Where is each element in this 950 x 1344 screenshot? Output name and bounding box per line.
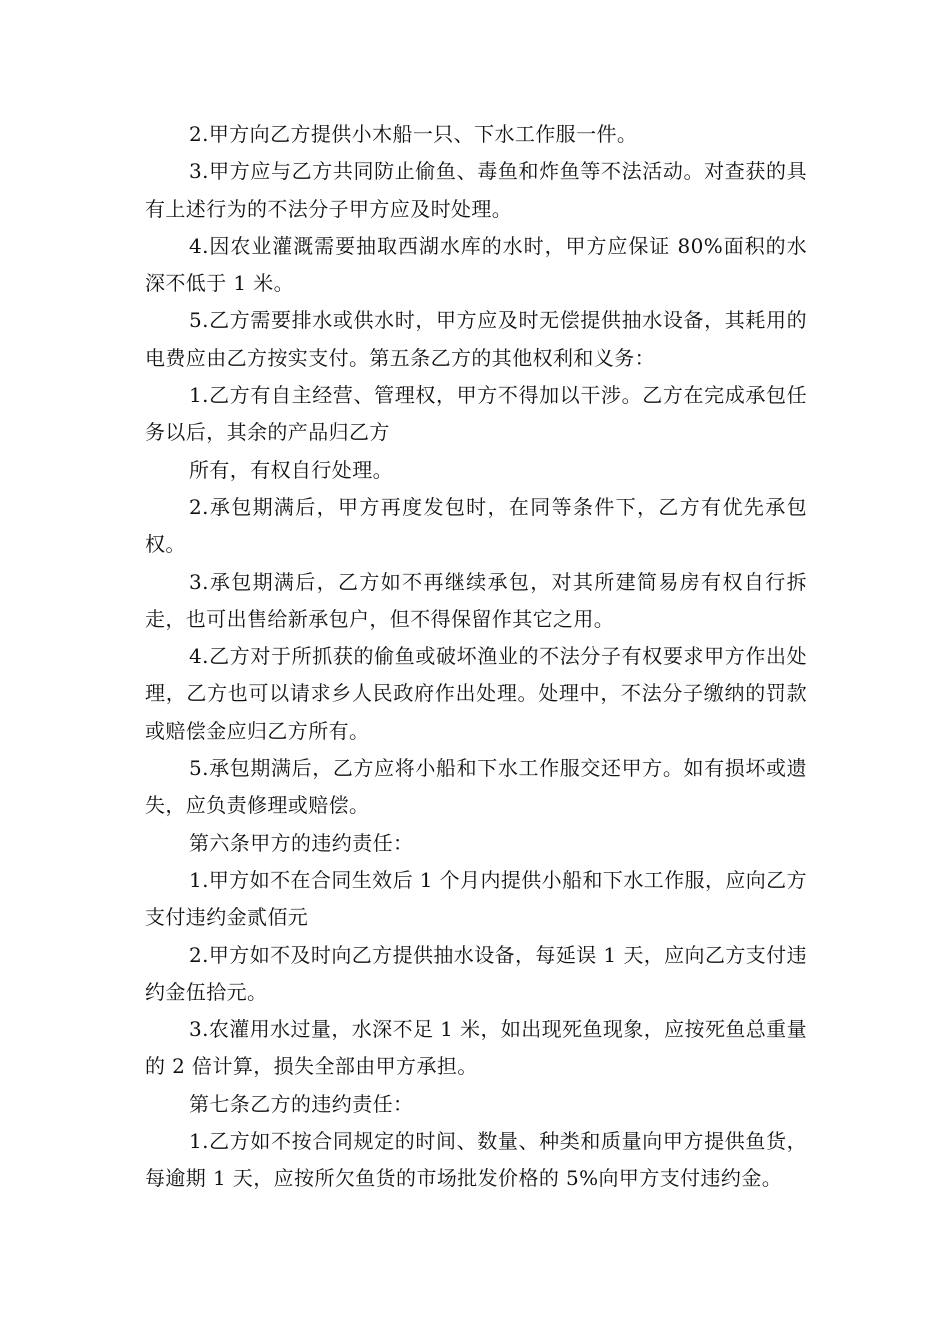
paragraph-clause-6-1: 1.甲方如不在合同生效后 1 个月内提供小船和下水工作服，应向乙方支付违约金贰佰元 [145, 867, 807, 930]
paragraph-clause-4-5: 5.乙方需要排水或供水时，甲方应及时无偿提供抽水设备，其耗用的电费应由乙方按实支付。第五条乙方的其他权利和义务： [145, 308, 807, 370]
paragraph-clause-4-2: 2.甲方向乙方提供小木船一只、下水工作服一件。 [189, 122, 638, 146]
paragraph-clause-5-1-continued: 所有，有权自行处理。 [189, 457, 393, 482]
section-heading-article-7: 第七条乙方的违约责任： [189, 1091, 414, 1116]
section-heading-article-6: 第六条甲方的违约责任： [189, 830, 414, 855]
paragraph-clause-4-4: 4.因农业灌溉需要抽取西湖水库的水时，甲方应保证 80%面积的水深不低于 1 米。 [145, 233, 807, 296]
paragraph-clause-5-4: 4.乙方对于所抓获的偷鱼或破坏渔业的不法分子有权要求甲方作出处理，乙方也可以请求乡人民政府作出处理。处理中，不法分子缴纳的罚款或赔偿金应归乙方所有。 [145, 644, 807, 743]
paragraph-clause-5-3: 3.承包期满后，乙方如不再继续承包，对其所建简易房有权自行拆走，也可出售给新承包户，但不得保留作其它之用。 [145, 569, 807, 631]
paragraph-clause-7-1: 1.乙方如不按合同规定的时间、数量、种类和质量向甲方提供鱼货，每逾期 1 天，应按所欠鱼货的市场批发价格的 5%向甲方支付违约金。 [145, 1129, 807, 1191]
paragraph-clause-5-1: 1.乙方有自主经营、管理权，甲方不得加以干涉。乙方在完成承包任务以后，其余的产品归乙方 [145, 383, 807, 445]
paragraph-clause-6-2: 2.甲方如不及时向乙方提供抽水设备，每延误 1 天，应向乙方支付违约金伍拾元。 [145, 942, 807, 1004]
paragraph-clause-6-3: 3.农灌用水过量，水深不足 1 米，如出现死鱼现象，应按死鱼总重量的 2 倍计算，损失全部由甲方承担。 [145, 1017, 807, 1079]
document-body [145, 116, 807, 1198]
paragraph-clause-5-5: 5.承包期满后，乙方应将小船和下水工作服交还甲方。如有损坏或遗失，应负责修理或赔偿。 [145, 756, 807, 818]
paragraph-clause-4-3: 3.甲方应与乙方共同防止偷鱼、毒鱼和炸鱼等不法活动。对查获的具有上述行为的不法分子甲方应及时处理。 [145, 159, 807, 221]
paragraph-clause-5-2: 2.承包期满后，甲方再度发包时，在同等条件下，乙方有优先承包权。 [145, 494, 807, 557]
